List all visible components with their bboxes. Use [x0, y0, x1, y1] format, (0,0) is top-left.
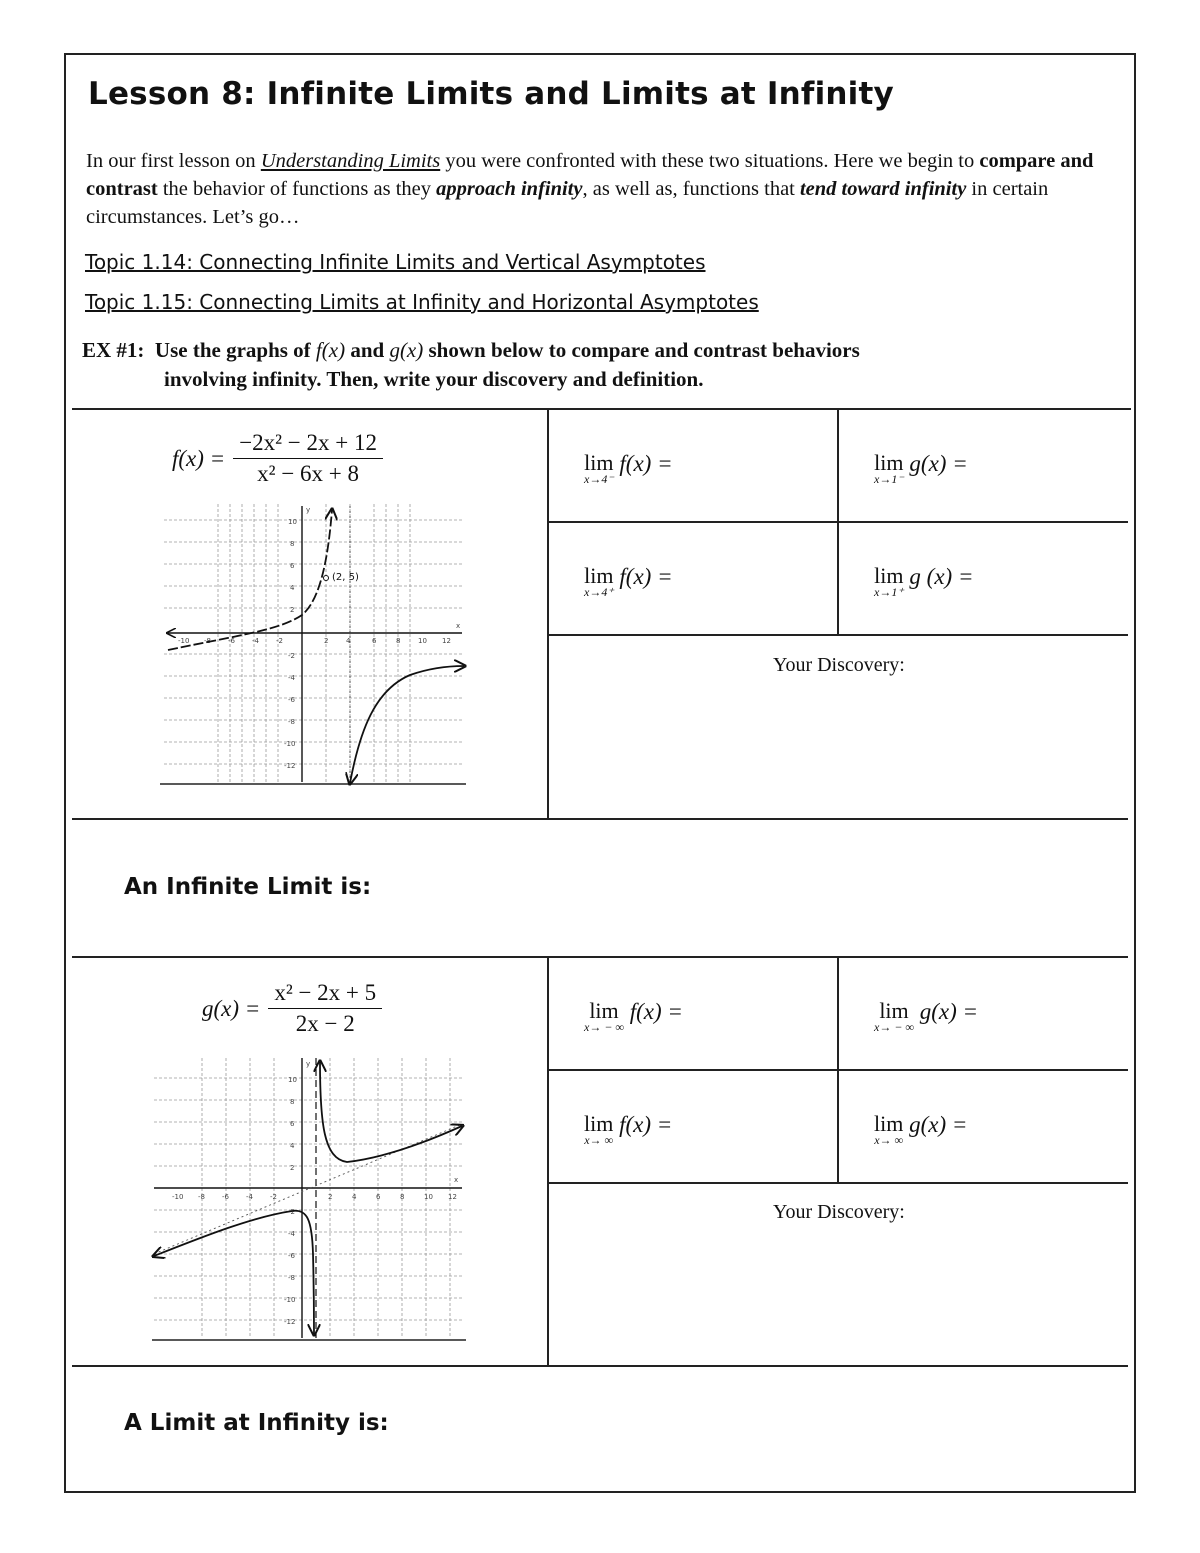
svg-text:-4: -4 — [288, 674, 295, 682]
table2-divider — [547, 956, 549, 1366]
svg-text:4: 4 — [290, 1142, 295, 1150]
limit-f-4-right — [584, 563, 673, 599]
limit-g-pos-inf — [874, 1111, 968, 1147]
lim-function: g(x) = — [909, 451, 968, 476]
svg-text:6: 6 — [290, 1120, 295, 1128]
intro-paragraph — [86, 147, 1116, 231]
intro-text-4: , as well as, functions that — [582, 178, 800, 200]
svg-text:-8: -8 — [288, 1274, 295, 1282]
svg-text:10: 10 — [288, 518, 297, 526]
svg-text:y: y — [306, 1060, 311, 1068]
svg-text:10: 10 — [418, 637, 427, 645]
lesson-title: Lesson 8: Infinite Limits and Limits at Infinity — [88, 76, 894, 112]
lim-subscript: x→1⁺ — [874, 585, 904, 599]
svg-text:2: 2 — [290, 1164, 295, 1172]
svg-text:-10: -10 — [284, 740, 296, 748]
lim-subscript: x→4⁻ — [584, 472, 614, 486]
table1-row-line-1 — [547, 521, 1128, 523]
intro-bold-2: approach infinity — [436, 178, 583, 200]
infinite-limit-definition-label: An Infinite Limit is: — [124, 874, 372, 900]
g-denominator: 2x − 2 — [295, 1011, 355, 1036]
lim-function: f(x) = — [619, 564, 673, 589]
svg-text:-6: -6 — [288, 1252, 295, 1260]
svg-text:6: 6 — [372, 637, 377, 645]
example-text-1: Use the graphs of — [154, 338, 316, 362]
limit-at-infinity-definition-label: A Limit at Infinity is: — [124, 1410, 389, 1436]
example-fx: f(x) — [315, 338, 346, 362]
limit-g-neg-inf — [874, 998, 979, 1034]
svg-text:4: 4 — [346, 637, 351, 645]
lim-function: g(x) = — [919, 999, 979, 1024]
limit-f-neg-inf — [584, 998, 683, 1034]
svg-text:-6: -6 — [288, 696, 295, 704]
g-graph — [152, 1054, 466, 1342]
f-tick-labels — [178, 506, 460, 770]
lim-function: f(x) = — [619, 1112, 673, 1137]
lim-subscript: x→ ∞ — [584, 1133, 614, 1147]
svg-text:-2: -2 — [276, 637, 283, 645]
understanding-limits-reference: Understanding Limits — [260, 150, 441, 172]
svg-text:12: 12 — [448, 1193, 457, 1201]
intro-text-2: you were confronted with these two situations. Here we begin to — [440, 150, 980, 172]
table1-bottom-line — [72, 818, 1128, 820]
svg-text:y: y — [306, 506, 311, 514]
g-formula-lhs: g(x) = — [202, 995, 261, 1021]
svg-text:12: 12 — [442, 637, 451, 645]
g-slant-asymptote — [154, 1124, 462, 1254]
svg-text:-8: -8 — [204, 637, 211, 645]
svg-text:-8: -8 — [288, 718, 295, 726]
example-prompt — [82, 336, 1082, 394]
svg-text:-2: -2 — [288, 1208, 295, 1216]
lim-word: lim — [874, 1111, 904, 1136]
svg-text:6: 6 — [290, 562, 295, 570]
table2-row-line-2 — [547, 1182, 1128, 1184]
svg-text:x: x — [456, 622, 461, 630]
topic-1-14: Topic 1.14: Connecting Infinite Limits and Vertical Asymptotes — [85, 250, 706, 274]
svg-text:-8: -8 — [198, 1193, 205, 1201]
f-right-branch — [350, 666, 464, 783]
lim-word: lim — [874, 563, 904, 588]
intro-text-5: in certain circumstances. Let’s go… — [86, 178, 1049, 228]
lim-subscript: x→ ∞ — [874, 1133, 904, 1147]
table1-divider — [547, 408, 549, 818]
svg-text:4: 4 — [352, 1193, 357, 1201]
example-and: and — [345, 338, 390, 362]
table2-row-line-1 — [547, 1069, 1128, 1071]
g-right-branch — [320, 1062, 462, 1162]
example-text-2: shown below to compare and contrast behaviors — [423, 338, 860, 362]
svg-text:10: 10 — [424, 1193, 433, 1201]
discovery-label-1: Your Discovery: — [773, 654, 905, 676]
f-numerator: −2x² − 2x + 12 — [233, 430, 383, 459]
topic-1-15: Topic 1.15: Connecting Limits at Infinity and Horizontal Asymptotes — [85, 290, 759, 314]
g-fraction — [268, 980, 382, 1037]
lim-function: g(x) = — [909, 1112, 968, 1137]
example-label: EX #1: — [82, 338, 145, 362]
intro-bold-1: compare and contrast — [86, 150, 1094, 200]
f-hole-point — [324, 576, 329, 581]
svg-text:-6: -6 — [228, 637, 235, 645]
lim-subscript: x→4⁺ — [584, 585, 614, 599]
f-denominator: x² − 6x + 8 — [257, 461, 360, 486]
svg-text:6: 6 — [376, 1193, 381, 1201]
f-left-branch — [168, 510, 332, 650]
svg-text:8: 8 — [400, 1193, 405, 1201]
f-point-label: (2, 5) — [332, 572, 359, 583]
lim-word: lim — [589, 998, 619, 1023]
lim-word: lim — [584, 563, 614, 588]
table2-top-line — [72, 956, 1128, 958]
discovery-label-2: Your Discovery: — [773, 1201, 905, 1223]
svg-text:-12: -12 — [284, 762, 296, 770]
lim-word: lim — [584, 1111, 614, 1136]
lim-subscript: x→ − ∞ — [874, 1020, 914, 1034]
svg-text:-10: -10 — [178, 637, 190, 645]
example-text-line2: involving infinity. Then, write your discovery and definition. — [164, 367, 704, 391]
limit-f-pos-inf — [584, 1111, 673, 1147]
svg-text:-2: -2 — [288, 652, 295, 660]
lim-word: lim — [874, 450, 904, 475]
limit-f-4-left — [584, 450, 673, 486]
limit-g-1-left — [874, 450, 968, 486]
intro-bold-3: tend toward infinity — [799, 178, 967, 200]
table1-row-line-2 — [547, 634, 1128, 636]
limit-g-1-right — [874, 563, 974, 599]
intro-text-1: In our first lesson on — [86, 150, 261, 172]
f-graph — [160, 500, 466, 786]
svg-text:2: 2 — [324, 637, 329, 645]
lim-word: lim — [879, 998, 909, 1023]
f-formula — [172, 430, 383, 487]
lim-function: f(x) = — [629, 999, 683, 1024]
f-fraction — [233, 430, 383, 487]
example-gx: g(x) — [389, 338, 424, 362]
table2-bottom-line — [72, 1365, 1128, 1367]
svg-text:2: 2 — [290, 606, 295, 614]
svg-text:-4: -4 — [246, 1193, 253, 1201]
svg-text:-4: -4 — [288, 1230, 295, 1238]
svg-text:-12: -12 — [284, 1318, 296, 1326]
svg-text:10: 10 — [288, 1076, 297, 1084]
svg-text:4: 4 — [290, 584, 295, 592]
svg-text:-6: -6 — [222, 1193, 229, 1201]
g-formula — [202, 980, 382, 1037]
lim-subscript: x→1⁻ — [874, 472, 904, 486]
svg-text:-2: -2 — [270, 1193, 277, 1201]
svg-text:-4: -4 — [252, 637, 259, 645]
lim-function: g (x) = — [909, 564, 974, 589]
svg-text:-10: -10 — [284, 1296, 296, 1304]
g-numerator: x² − 2x + 5 — [268, 980, 382, 1009]
table1-top-line — [72, 408, 1131, 410]
svg-text:8: 8 — [290, 540, 295, 548]
lim-function: f(x) = — [619, 451, 673, 476]
svg-text:2: 2 — [328, 1193, 333, 1201]
intro-text-3: the behavior of functions as they — [157, 178, 437, 200]
lim-subscript: x→ − ∞ — [584, 1020, 624, 1034]
svg-text:x: x — [454, 1176, 459, 1184]
svg-text:8: 8 — [396, 637, 401, 645]
lim-word: lim — [584, 450, 614, 475]
f-formula-lhs: f(x) = — [172, 445, 226, 471]
svg-text:-10: -10 — [172, 1193, 184, 1201]
svg-text:8: 8 — [290, 1098, 295, 1106]
